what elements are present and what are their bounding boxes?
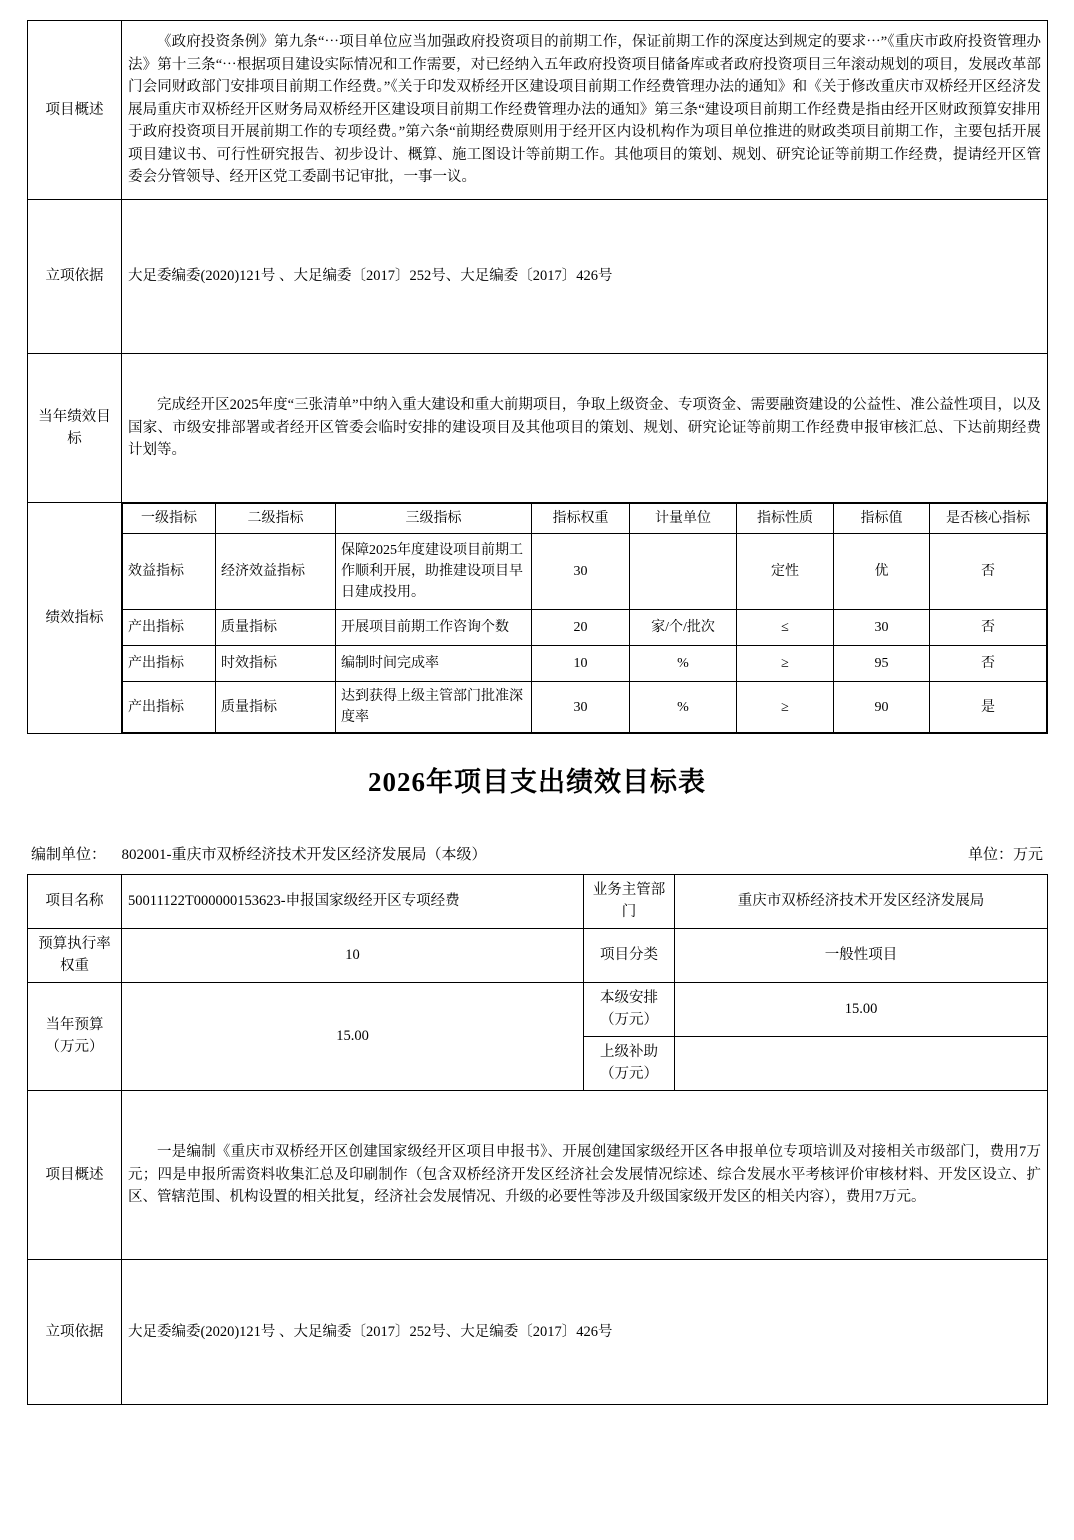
meta-row	[31, 843, 1043, 864]
row-label-project-name: 项目名称	[28, 875, 122, 929]
indicator-weight: 20	[532, 610, 630, 646]
compiler-unit-value: 802001-重庆市双桥经济技术开发区经济发展局（本级）	[121, 847, 487, 863]
row-label-project-basis: 立项依据	[28, 1259, 122, 1404]
table-row-performance-indicators	[28, 503, 1048, 734]
indicator-level1: 产出指标	[123, 646, 216, 682]
indicator-header-nature: 指标性质	[737, 504, 834, 534]
indicator-level2: 质量指标	[216, 682, 336, 733]
table-row-project-overview	[28, 21, 1048, 200]
indicator-unit	[630, 534, 737, 610]
indicator-value: 优	[834, 534, 930, 610]
row-value-project-overview: 一是编制《重庆市双桥经开区创建国家级经开区项目申报书》、开展创建国家级经开区各申报单位专项培训及对接相关市级部门，费用7万元；四是申报所需资料收集汇总及印刷制作（包含双桥经济开发区经济社会发展情况综述、综合发展水平考核评价审核材料、开发区设立、扩区、管辖范围、机构设置的相关批复，经济社会发展情况、升级的必要性等涉及升级国家级开发区的相关内容），费用7万元。	[122, 1090, 1048, 1259]
indicator-row	[123, 646, 1047, 682]
row-value-project-basis: 大足委编委(2020)121号 、大足编委〔2017〕252号、大足编委〔2017〕426号	[122, 200, 1048, 354]
indicator-weight: 10	[532, 646, 630, 682]
table-row-annual-budget	[28, 982, 1048, 1036]
row-value-project-name: 50011122T000000153623-申报国家级经开区专项经费	[122, 875, 584, 929]
indicator-nature: ≥	[737, 646, 834, 682]
compiler-unit-label: 编制单位：	[31, 847, 107, 863]
indicator-table	[122, 503, 1047, 733]
indicator-level1: 效益指标	[123, 534, 216, 610]
indicator-header-core: 是否核心指标	[930, 504, 1047, 534]
row-label-local-arrangement: 本级安排（万元）	[584, 982, 675, 1036]
indicator-header-weight: 指标权重	[532, 504, 630, 534]
indicator-core: 否	[930, 646, 1047, 682]
compiler-unit	[31, 843, 487, 864]
project-expenditure-table	[27, 874, 1048, 1405]
indicator-level2: 时效指标	[216, 646, 336, 682]
row-label-project-category: 项目分类	[584, 928, 675, 982]
indicator-level2: 经济效益指标	[216, 534, 336, 610]
row-label-annual-budget: 当年预算（万元）	[28, 982, 122, 1090]
row-label-upper-subsidy: 上级补助（万元）	[584, 1036, 675, 1090]
row-label-project-overview: 项目概述	[28, 21, 122, 200]
indicator-value: 90	[834, 682, 930, 733]
row-label-supervising-dept: 业务主管部门	[584, 875, 675, 929]
row-value-project-category: 一般性项目	[675, 928, 1048, 982]
indicator-core: 否	[930, 534, 1047, 610]
indicator-nature: ≥	[737, 682, 834, 733]
indicator-header-unit: 计量单位	[630, 504, 737, 534]
row-value-upper-subsidy	[675, 1036, 1048, 1090]
indicator-value: 30	[834, 610, 930, 646]
row-label-project-overview: 项目概述	[28, 1090, 122, 1259]
row-label-execution-rate-weight: 预算执行率权重	[28, 928, 122, 982]
table-row-project-basis	[28, 200, 1048, 354]
row-label-annual-goal: 当年绩效目标	[28, 354, 122, 503]
table-row-annual-goal	[28, 354, 1048, 503]
indicator-weight: 30	[532, 534, 630, 610]
row-value-local-arrangement: 15.00	[675, 982, 1048, 1036]
indicator-weight: 30	[532, 682, 630, 733]
row-value-annual-budget: 15.00	[122, 982, 584, 1090]
indicator-row	[123, 534, 1047, 610]
indicator-core: 是	[930, 682, 1047, 733]
row-value-supervising-dept: 重庆市双桥经济技术开发区经济发展局	[675, 875, 1048, 929]
table-row-project-name	[28, 875, 1048, 929]
indicator-level2: 质量指标	[216, 610, 336, 646]
table-row-project-basis	[28, 1259, 1048, 1404]
indicator-level3: 达到获得上级主管部门批准深度率	[336, 682, 532, 733]
row-value-project-overview: 《政府投资条例》第九条“⋯项目单位应当加强政府投资项目的前期工作，保证前期工作的深度达到规定的要求⋯”《重庆市政府投资管理办法》第十三条“⋯根据项目建设实际情况和工作需要，对已经纳入五年政府投资项目储备库或者政府投资项目三年滚动规划的项目，发展改革部门会同财政部门安排项目前期工作经费。”《关于印发双桥经开区建设项目前期工作经费管理办法的通知》和《关于修改重庆市双桥经开区经济发展局重庆市双桥经开区财务局双桥经开区建设项目前期工作经费管理办法的通知》第三条“建设项目前期工作经费是指由经开区财政预算安排用于政府投资项目开展前期工作的专项经费。”第六条“前期经费原则用于经开区内设机构作为项目单位推进的财政类项目前期工作，主要包括开展项目建议书、可行性研究报告、初步设计、概算、施工图设计等前期工作。其他项目的策划、规划、研究论证等前期工作经费，提请经开区管委会分管领导、经开区党工委副书记审批，一事一议。	[122, 21, 1048, 200]
indicator-level3: 保障2025年度建设项目前期工作顺利开展，助推建设项目早日建成投用。	[336, 534, 532, 610]
indicator-unit: %	[630, 682, 737, 733]
indicator-header-level3: 三级指标	[336, 504, 532, 534]
table-row-execution-rate	[28, 928, 1048, 982]
document-page	[0, 20, 1074, 1540]
page-title: 2026年项目支出绩效目标表	[368, 767, 706, 797]
indicator-header-level1: 一级指标	[123, 504, 216, 534]
indicator-header-row	[123, 504, 1047, 534]
indicator-unit: 家/个/批次	[630, 610, 737, 646]
indicator-nature: 定性	[737, 534, 834, 610]
row-label-performance-indicators: 绩效指标	[28, 503, 122, 734]
row-value-execution-rate-weight: 10	[122, 928, 584, 982]
indicator-header-value: 指标值	[834, 504, 930, 534]
indicator-table-cell	[122, 503, 1048, 734]
row-value-project-basis: 大足委编委(2020)121号 、大足编委〔2017〕252号、大足编委〔2017〕426号	[122, 1259, 1048, 1404]
row-label-project-basis: 立项依据	[28, 200, 122, 354]
table-row-project-overview	[28, 1090, 1048, 1259]
indicator-unit: %	[630, 646, 737, 682]
indicator-level3: 开展项目前期工作咨询个数	[336, 610, 532, 646]
indicator-level1: 产出指标	[123, 610, 216, 646]
indicator-level1: 产出指标	[123, 682, 216, 733]
performance-goal-table-continued	[27, 20, 1048, 734]
indicator-row	[123, 682, 1047, 733]
amount-unit-label: 单位：万元	[967, 847, 1043, 863]
indicator-nature: ≤	[737, 610, 834, 646]
indicator-row	[123, 610, 1047, 646]
indicator-level3: 编制时间完成率	[336, 646, 532, 682]
indicator-header-level2: 二级指标	[216, 504, 336, 534]
indicator-core: 否	[930, 610, 1047, 646]
row-value-annual-goal: 完成经开区2025年度“三张清单”中纳入重大建设和重大前期项目，争取上级资金、专项资金、需要融资建设的公益性、准公益性项目，以及国家、市级安排部署或者经开区管委会临时安排的建设项目及其他项目的策划、规划、研究论证等前期工作经费申报审核汇总、下达前期经费计划等。	[122, 354, 1048, 503]
indicator-value: 95	[834, 646, 930, 682]
